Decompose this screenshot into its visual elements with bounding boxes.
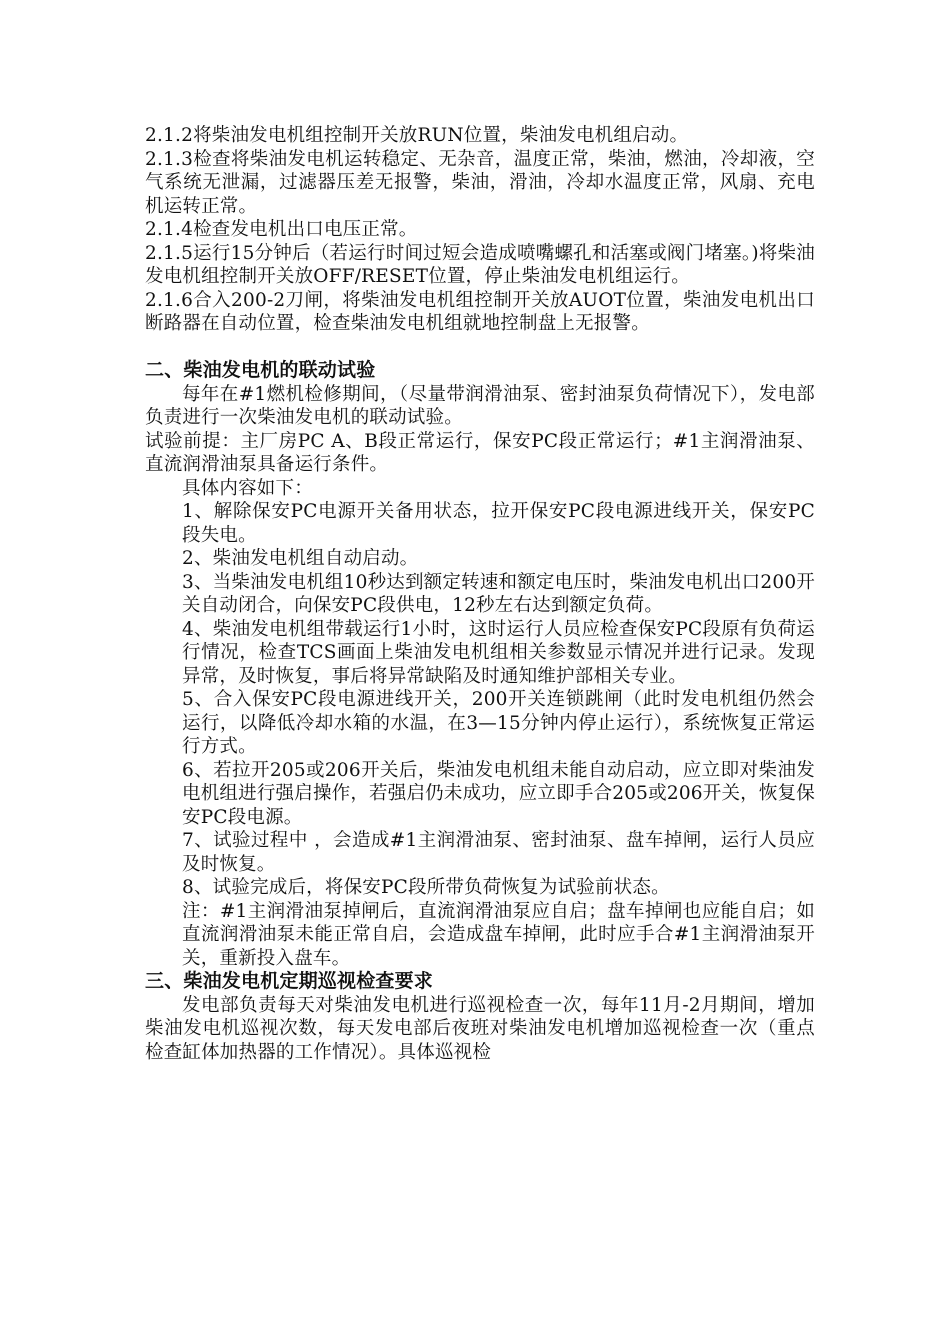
inspection-intro: 发电部负责每天对柴油发电机进行巡视检查一次，每年11月-2月期间，增加柴油发电机巡视次数，每天发电部后夜班对柴油发电机增加巡视检查一次（重点检查缸体加热器的工作情况）。具体巡视检 [145, 994, 815, 1063]
linkage-test-content-label: 具体内容如下： [182, 477, 313, 499]
section-spacer [145, 336, 815, 360]
linkage-test-premise: 试验前提：主厂房PC A、B段正常运行，保安PC段正常运行；#1主润滑油泵、直流润滑油泵具备运行条件。 [145, 430, 815, 475]
list-item: 4、柴油发电机组带载运行1小时，这时运行人员应检查保安PC段原有负荷运行情况，检查TCS画面上柴油发电机组相关参数显示情况并进行记录。发现异常，及时恢复，事后将异常缺陷及时通知维护部相关专业。 [182, 618, 815, 687]
note-item: 注：#1主润滑油泵掉闸后，直流润滑油泵应自启；盘车掉闸也应能自启；如直流润滑油泵未能正常自启，会造成盘车掉闸，此时应手合#1主润滑油泵开关，重新投入盘车。 [182, 900, 815, 969]
paragraph-2-1-2: 2.1.2将柴油发电机组控制开关放RUN位置，柴油发电机组启动。 [145, 125, 689, 146]
list-item: 2、柴油发电机组自动启动。 [182, 548, 419, 569]
list-item: 5、合入保安PC段电源进线开关，200开关连锁跳闸（此时发电机组仍然会运行，以降低冷却水箱的水温，在3—15分钟内停止运行），系统恢复正常运行方式。 [182, 689, 815, 757]
document-body [145, 124, 815, 1064]
list-item: 3、当柴油发电机组10秒达到额定转速和额定电压时，柴油发电机出口200开关自动闭合，向保安PC段供电，12秒左右达到额定负荷。 [182, 571, 815, 616]
paragraph-2-1-5: 2.1.5运行15分钟后（若运行时间过短会造成喷嘴螺孔和活塞或阀门堵塞。)将柴油发电机组控制开关放OFF/RESET位置，停止柴油发电机组运行。 [145, 242, 815, 287]
linkage-test-intro: 每年在#1燃机检修期间，（尽量带润滑油泵、密封油泵负荷情况下），发电部负责进行一次柴油发电机的联动试验。 [145, 383, 815, 428]
section-heading-inspection: 三、柴油发电机定期巡视检查要求 [145, 970, 434, 992]
list-item: 7、试验过程中 ，会造成#1主润滑油泵、密封油泵、盘车掉闸，运行人员应及时恢复。 [182, 830, 815, 875]
list-item: 6、若拉开205或206开关后，柴油发电机组未能自动启动，应立即对柴油发电机组进行强启操作，若强启仍未成功，应立即手合205或206开关，恢复保安PC段电源。 [182, 759, 815, 828]
linkage-test-steps [145, 500, 815, 970]
section-heading-linkage-test: 二、柴油发电机的联动试验 [145, 359, 376, 381]
paragraph-2-1-3: 2.1.3检查将柴油发电机运转稳定、无杂音，温度正常，柴油，燃油，冷却液，空气系统无泄漏，过滤器压差无报警，柴油，滑油，冷却水温度正常，风扇、充电机运转正常。 [145, 148, 815, 217]
paragraph-2-1-6: 2.1.6合入200-2刀闸，将柴油发电机组控制开关放AUOT位置，柴油发电机出口断路器在自动位置，检查柴油发电机组就地控制盘上无报警。 [145, 289, 815, 334]
list-item: 1、解除保安PC电源开关备用状态，拉开保安PC段电源进线开关，保安PC段失电。 [182, 501, 815, 546]
paragraph-2-1-4: 2.1.4检查发电机出口电压正常。 [145, 219, 418, 240]
list-item: 8、试验完成后，将保安PC段所带负荷恢复为试验前状态。 [182, 877, 670, 898]
